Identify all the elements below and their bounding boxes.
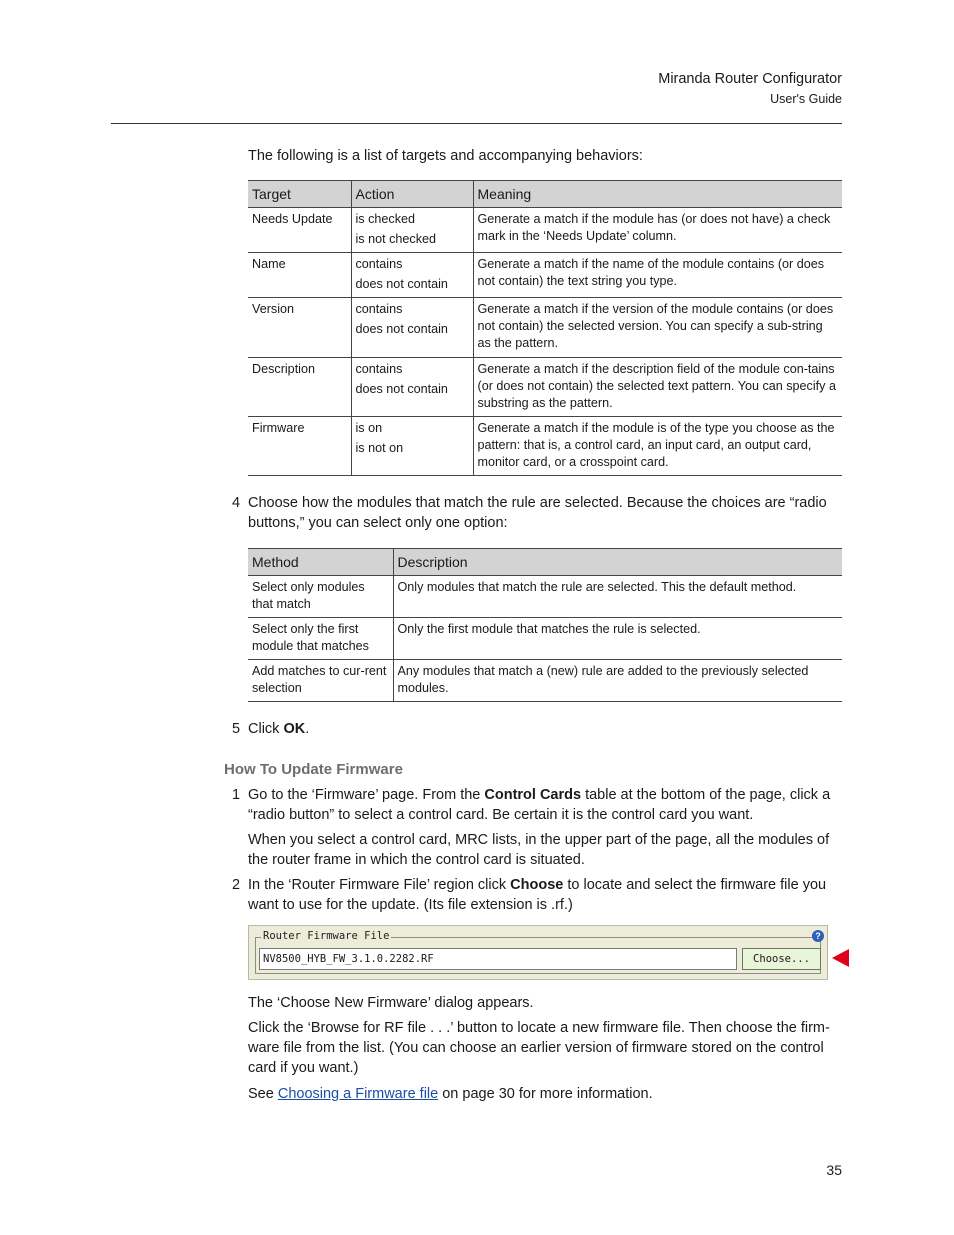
- action-cell: [351, 358, 473, 417]
- firmware-file-field[interactable]: NV8500_HYB_FW_3.1.0.2282.RF: [259, 948, 737, 970]
- table-row: [248, 660, 842, 702]
- step-number: 1: [232, 787, 241, 803]
- router-firmware-file-group: [255, 930, 821, 974]
- step-5-pre: Click: [248, 721, 284, 737]
- method-cell: Add matches to cur-rent selection: [248, 660, 393, 702]
- step-number: 2: [232, 877, 241, 893]
- meaning-cell: Generate a match if the module is of the type you choose as the pattern: that is, a control card, an input card, an output card, monitor card, or a crosspoint card.: [473, 417, 842, 476]
- router-firmware-file-panel: [248, 925, 828, 980]
- action-option: does not contain: [355, 322, 448, 336]
- page-number: 35: [826, 1162, 842, 1178]
- action-cell: [351, 298, 473, 358]
- method-cell: Select only modules that match: [248, 576, 393, 618]
- action-option: is checked: [355, 212, 416, 226]
- targets-table: [248, 180, 842, 476]
- table-row: [248, 298, 842, 358]
- method-cell: Select only the first module that matches: [248, 618, 393, 660]
- fw-step-2-pre: In the ‘Router Firmware File’ region click: [248, 877, 511, 893]
- description-cell: Only the first module that matches the rule is selected.: [393, 618, 842, 660]
- choose-label: Choose: [510, 877, 564, 893]
- see-post: on page 30 for more information.: [438, 1086, 653, 1102]
- section-title: How To Update Firmware: [224, 761, 403, 778]
- pointer-arrow-icon: [832, 949, 849, 967]
- step-number: 5: [232, 721, 241, 737]
- description-cell: Any modules that match a (new) rule are added to the previously selected modules.: [393, 660, 842, 702]
- action-option: contains: [355, 362, 403, 376]
- action-option: contains: [355, 302, 403, 316]
- meaning-cell: Generate a match if the version of the module contains (or does not contain) the selected version. You can specify a sub-string as the pattern.: [473, 298, 842, 358]
- action-option: is on: [355, 421, 383, 435]
- action-option: contains: [355, 257, 403, 271]
- table-row: [248, 253, 842, 298]
- ok-label: OK: [283, 721, 306, 737]
- action-option: does not contain: [355, 382, 448, 396]
- table-row: [248, 208, 842, 253]
- control-cards-label: Control Cards: [484, 787, 582, 803]
- header-rule: [111, 123, 842, 124]
- meaning-cell: Generate a match if the module has (or does not have) a check mark in the ‘Needs Update’ column.: [473, 208, 842, 253]
- help-icon[interactable]: ?: [812, 930, 824, 942]
- fw-step-1-post: table at the bottom of the page, click a “radio button” to select a control card. Be certain it is the control card you want.: [248, 787, 831, 823]
- header-method: Method: [248, 549, 393, 576]
- choosing-firmware-link[interactable]: Choosing a Firmware file: [277, 1086, 439, 1102]
- step-5-text: [248, 719, 833, 739]
- step-number: 4: [232, 495, 241, 511]
- choose-button[interactable]: Choose...: [742, 948, 821, 970]
- see-pre: See: [248, 1086, 278, 1102]
- fw-step-1-pre: Go to the ‘Firmware’ page. From the: [248, 787, 485, 803]
- header-description: Description: [393, 549, 842, 576]
- target-cell: Firmware: [248, 417, 351, 476]
- running-header-subtitle: User's Guide: [770, 92, 842, 106]
- meaning-cell: Generate a match if the name of the module contains (or does not contain) the text string you type.: [473, 253, 842, 298]
- fw-step-1-paragraph-2: When you select a control card, MRC lists, in the upper part of the page, all the modules of the router frame in which the control card is situated.: [248, 832, 830, 868]
- table-row: [248, 618, 842, 660]
- action-option: is not on: [355, 441, 404, 455]
- targets-table-header: [248, 181, 842, 208]
- fw-step-1-text: [248, 785, 833, 825]
- methods-table-header: [248, 549, 842, 576]
- intro-paragraph: The following is a list of targets and accompanying behaviors:: [248, 148, 643, 164]
- target-cell: Version: [248, 298, 351, 358]
- target-cell: Name: [248, 253, 351, 298]
- methods-table: [248, 548, 842, 702]
- table-row: [248, 576, 842, 618]
- table-row: [248, 417, 842, 476]
- meaning-cell: Generate a match if the description field of the module con-tains (or does not contain) the selected text pattern. You can specify a substring as the pattern.: [473, 358, 842, 417]
- step-4-text: Choose how the modules that match the rule are selected. Because the choices are “radio buttons,” you can select only one option:: [248, 495, 827, 531]
- group-legend: Router Firmware File: [263, 930, 390, 942]
- description-cell: Only modules that match the rule are selected. This the default method.: [393, 576, 842, 618]
- target-cell: Needs Update: [248, 208, 351, 253]
- fw-step-2-text: [248, 875, 833, 915]
- header-target: Target: [248, 181, 351, 208]
- header-meaning: Meaning: [473, 181, 842, 208]
- running-header-title: Miranda Router Configurator: [658, 71, 842, 87]
- table-row: [248, 358, 842, 417]
- see-also-paragraph: [248, 1084, 833, 1104]
- action-cell: [351, 417, 473, 476]
- after-paragraph-2: Click the ‘Browse for RF file . . .’ button to locate a new firmware file. Then choose the firm-ware file from the list. (You can choose an earlier version of firmware stored on the control card if you want.): [248, 1020, 830, 1076]
- action-cell: [351, 208, 473, 253]
- target-cell: Description: [248, 358, 351, 417]
- action-cell: [351, 253, 473, 298]
- after-paragraph-1: The ‘Choose New Firmware’ dialog appears.: [248, 995, 534, 1011]
- fw-step-2-post: to locate and select the firmware file you want to use for the update. (Its file extension is .rf.): [248, 877, 827, 913]
- action-option: does not contain: [355, 277, 448, 291]
- action-option: is not checked: [355, 232, 437, 246]
- step-5-post: .: [305, 721, 310, 737]
- header-action: Action: [351, 181, 473, 208]
